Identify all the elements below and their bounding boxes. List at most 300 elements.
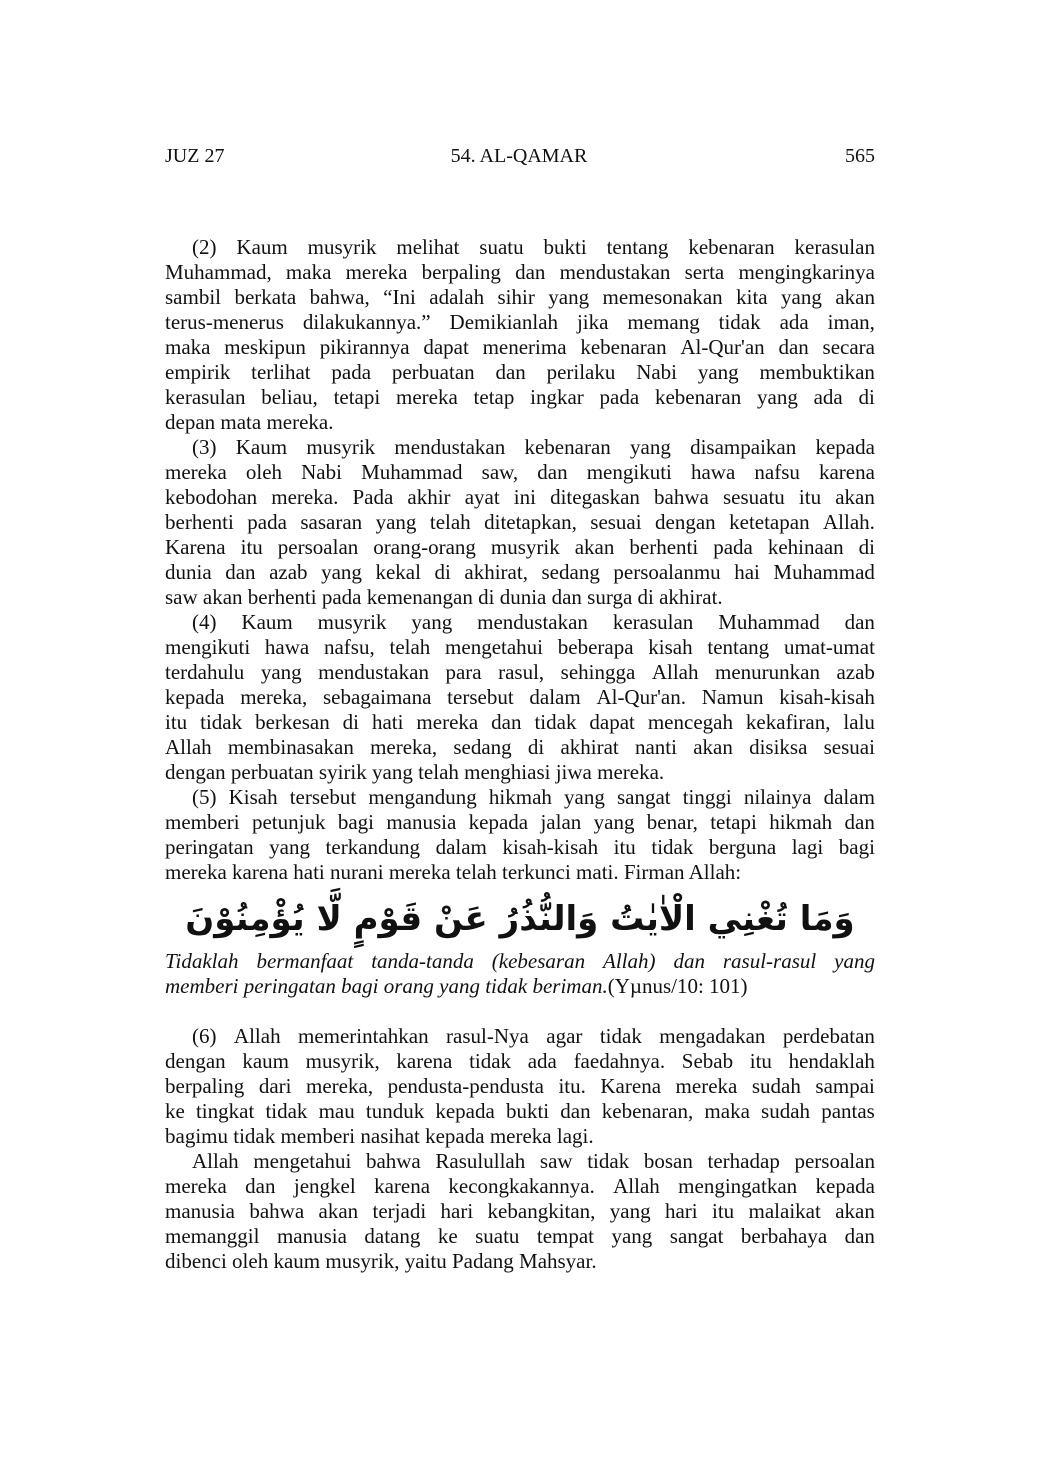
word: mengadakan xyxy=(659,1024,766,1048)
word: dapat xyxy=(423,335,469,359)
word: karena xyxy=(396,1049,453,1073)
paragraph xyxy=(165,1149,875,1274)
word: nafsu xyxy=(754,460,800,484)
word: Tidaklah xyxy=(165,949,239,973)
word: kepada xyxy=(165,685,225,709)
word: faedahnya. xyxy=(573,1049,666,1073)
word: yang xyxy=(411,610,453,634)
word: mereka xyxy=(165,1174,227,1198)
text-line xyxy=(165,435,875,460)
word: azab xyxy=(269,560,308,584)
paragraph xyxy=(165,785,875,885)
text-line xyxy=(165,485,875,510)
word: sangat xyxy=(669,1224,724,1248)
word: yang xyxy=(321,560,362,584)
word: saw xyxy=(539,1149,573,1173)
word: ketetapan xyxy=(729,510,810,534)
word: karena xyxy=(374,1174,431,1198)
word: nilainya xyxy=(743,785,812,809)
word: mengingatkan xyxy=(678,1174,798,1198)
word: akan xyxy=(835,1199,875,1223)
word: tidak xyxy=(587,1149,630,1173)
paragraph xyxy=(165,610,875,785)
word: pendusta-pendusta xyxy=(387,1074,544,1098)
word: hikmah xyxy=(769,810,833,834)
word: kita xyxy=(736,285,768,309)
word: memesonakan xyxy=(602,285,723,309)
word: suatu xyxy=(475,1224,520,1248)
word: sedang xyxy=(453,735,512,759)
word: kebangkitan, xyxy=(487,1199,596,1223)
text-line xyxy=(165,1024,875,1049)
word: hai xyxy=(734,560,760,584)
word: dan xyxy=(844,610,875,634)
word: sudah xyxy=(751,1074,801,1098)
word: kisah xyxy=(648,635,693,659)
word: hikmah xyxy=(488,785,552,809)
word: kisah-kisah xyxy=(502,835,599,859)
word: adalah xyxy=(429,285,485,309)
word: mengikuti xyxy=(586,460,672,484)
word: pada xyxy=(331,360,372,384)
word: Muhammad xyxy=(773,560,875,584)
word: kaum xyxy=(242,1049,289,1073)
word: lagi xyxy=(791,835,824,859)
verse-translation xyxy=(165,949,875,999)
word: kekal xyxy=(375,560,421,584)
text-line xyxy=(165,1049,875,1074)
word: kerasulan xyxy=(794,235,875,259)
word: dan xyxy=(778,335,809,359)
word: Al-Qur'an xyxy=(680,335,765,359)
word: musyrik xyxy=(317,610,387,634)
word: mendustakan xyxy=(318,660,429,684)
text-line xyxy=(165,235,875,260)
word: mereka, xyxy=(370,735,438,759)
word: akan xyxy=(693,735,733,759)
word: dan xyxy=(673,949,705,973)
word: agar xyxy=(546,1024,583,1048)
word: bosan xyxy=(643,1149,693,1173)
word: itu xyxy=(165,710,188,734)
word: yang xyxy=(781,285,822,309)
word: jengkel xyxy=(293,1174,356,1198)
running-header-juz: JUZ 27 xyxy=(165,145,225,167)
word: bahwa xyxy=(654,485,709,509)
word: Nabi xyxy=(636,360,678,384)
commentary-after xyxy=(165,1024,875,1274)
word: berpaling xyxy=(165,1074,245,1098)
word: kebenaran xyxy=(654,385,742,409)
word: mereka, xyxy=(240,685,308,709)
word: mendustakan xyxy=(559,260,671,284)
word: dan xyxy=(844,1224,875,1248)
word: dan xyxy=(495,360,526,384)
word: Karena xyxy=(165,535,226,559)
word: kisah-kisah xyxy=(779,685,875,709)
word: para xyxy=(445,660,482,684)
word: musyrik xyxy=(307,235,377,259)
word: berguna xyxy=(708,835,777,859)
word: kebodohan xyxy=(165,485,258,509)
word: sesuatu xyxy=(722,485,785,509)
word: terus-menerus xyxy=(165,310,284,334)
word: kepada xyxy=(435,1099,495,1123)
word: kebenaran xyxy=(524,435,611,459)
word: rasul-Nya xyxy=(446,1024,529,1048)
word: ayat xyxy=(464,485,500,509)
word: pikirannya xyxy=(319,335,410,359)
word: kekafiran, xyxy=(745,710,831,734)
word: Demikianlah xyxy=(449,310,559,334)
word: mereka xyxy=(416,710,479,734)
word: perdebatan xyxy=(782,1024,875,1048)
word: itu xyxy=(240,535,263,559)
running-header-surah: 54. AL-QAMAR xyxy=(450,145,588,167)
word: mereka xyxy=(345,260,408,284)
word: akhirat xyxy=(560,735,619,759)
word: sesuai xyxy=(590,510,642,534)
word: jalan xyxy=(540,810,582,834)
word: akan xyxy=(835,485,875,509)
word: pada xyxy=(599,385,640,409)
word: Allah xyxy=(192,1149,239,1173)
text-line xyxy=(165,835,875,860)
word: dan xyxy=(515,260,546,284)
word: musyrik xyxy=(306,435,376,459)
word: di xyxy=(858,535,875,559)
word: berkesan xyxy=(255,710,330,734)
word: memberi xyxy=(165,810,240,834)
word: bahwa xyxy=(249,1199,305,1223)
word: mendustakan xyxy=(477,610,588,634)
word: sehingga xyxy=(560,660,636,684)
word: Allah xyxy=(651,660,699,684)
word: beberapa xyxy=(557,635,634,659)
translation-line xyxy=(165,974,875,999)
word: yang xyxy=(609,1199,651,1223)
text-line: dibenci oleh kaum musyrik, yaitu Padang Mahsyar. xyxy=(165,1249,597,1273)
word: berbahaya xyxy=(740,1224,828,1248)
word: meskipun xyxy=(224,335,306,359)
word: terkandung xyxy=(325,835,421,859)
word: dapat xyxy=(589,710,635,734)
word: dan xyxy=(844,810,875,834)
word: persoalanmu xyxy=(613,560,721,584)
text-line xyxy=(165,710,875,735)
word: yang xyxy=(375,510,417,534)
word: dengan xyxy=(655,510,716,534)
word: Pada xyxy=(352,485,394,509)
text-line xyxy=(165,635,875,660)
word: ke xyxy=(165,1099,185,1123)
word: terjadi xyxy=(372,1199,427,1223)
word: yang xyxy=(757,385,798,409)
text-line xyxy=(165,360,875,385)
word: ingkar xyxy=(530,385,584,409)
word: tentang xyxy=(707,635,770,659)
word: itu xyxy=(749,1049,772,1073)
word: tingkat xyxy=(195,1099,255,1123)
text-line: mereka karena hati nurani mereka telah terkunci mati. Firman Allah: xyxy=(165,860,742,884)
word: membuktikan xyxy=(759,360,875,384)
word: suatu xyxy=(479,235,524,259)
word: kecongkakannya. xyxy=(448,1174,595,1198)
word: lalu xyxy=(843,710,875,734)
word: tidak xyxy=(651,835,694,859)
word: akan xyxy=(835,285,875,309)
word: dalam xyxy=(435,835,487,859)
word: sebagaimana xyxy=(322,685,432,709)
text-line xyxy=(165,260,875,285)
word: mengikuti xyxy=(165,635,251,659)
word: sampai xyxy=(815,1074,875,1098)
text-line xyxy=(165,460,875,485)
word: mencegah xyxy=(647,710,733,734)
word: Muhammad xyxy=(718,610,820,634)
word: yang xyxy=(834,949,875,973)
word: melihat xyxy=(396,235,460,259)
word: yang xyxy=(611,1224,653,1248)
word: yang xyxy=(548,285,590,309)
word: kepada xyxy=(815,1174,875,1198)
word: hati xyxy=(371,710,404,734)
word: Kisah xyxy=(228,785,278,809)
word: nafsu, xyxy=(323,635,375,659)
text-line: saw akan berhenti pada kemenangan di dunia dan surga di akhirat. xyxy=(165,585,723,609)
word: musyrik xyxy=(490,535,560,559)
word: dalam xyxy=(823,785,875,809)
word: dengan xyxy=(165,1049,226,1073)
word: memang xyxy=(627,310,700,334)
word: Muhammad xyxy=(361,460,463,484)
word: perbuatan xyxy=(391,360,475,384)
text-line xyxy=(165,1174,875,1199)
word: manusia xyxy=(165,1199,235,1223)
word: telah xyxy=(389,635,431,659)
word: musyrik, xyxy=(305,1049,380,1073)
word: sangat xyxy=(616,785,671,809)
word: rasul, xyxy=(498,660,545,684)
word: ada xyxy=(813,385,843,409)
word: benar, xyxy=(646,810,698,834)
word: “Ini xyxy=(383,285,416,309)
word: dan xyxy=(245,1174,276,1198)
word: akan xyxy=(318,1199,359,1223)
word: Sebab xyxy=(681,1049,734,1073)
text-line xyxy=(165,1099,875,1124)
word: maka xyxy=(285,260,332,284)
word: nanti xyxy=(634,735,677,759)
word: ada xyxy=(527,1049,557,1073)
word: pada xyxy=(247,510,287,534)
word: mereka. xyxy=(271,485,339,509)
word: malaikat xyxy=(748,1199,821,1223)
word: sesuai xyxy=(823,735,875,759)
word: sambil xyxy=(165,285,221,309)
word: datang xyxy=(364,1224,421,1248)
text-line xyxy=(165,285,875,310)
word: akhir xyxy=(407,485,451,509)
translation-line xyxy=(165,949,875,974)
word: Allah xyxy=(613,1174,660,1198)
word: (2) xyxy=(192,235,217,259)
word: dan xyxy=(537,460,568,484)
word: berkata xyxy=(234,285,297,309)
word: dilakukannya.” xyxy=(302,310,431,334)
word: Kaum xyxy=(236,235,288,259)
word: mengingkarinya xyxy=(738,260,875,284)
word: menurunkan xyxy=(714,660,820,684)
word: sihir xyxy=(497,285,535,309)
word: pada xyxy=(713,535,753,559)
word: persoalan xyxy=(794,1149,875,1173)
page-number: 565 xyxy=(845,145,875,167)
word: disampaikan xyxy=(690,435,797,459)
text-line xyxy=(165,335,875,360)
word: azab xyxy=(836,660,875,684)
word: di xyxy=(434,560,451,584)
word: persoalan xyxy=(277,535,359,559)
paragraph xyxy=(165,435,875,610)
text-line xyxy=(165,810,875,835)
word: membinasakan xyxy=(227,735,354,759)
word: ditetapkan, xyxy=(484,510,577,534)
word: mereka xyxy=(395,385,458,409)
word: Kaum xyxy=(235,435,288,459)
word: hari xyxy=(440,1199,474,1223)
word: yang xyxy=(697,360,739,384)
word: kebenaran xyxy=(688,235,775,259)
word: Kaum xyxy=(241,610,293,634)
word: beliau, xyxy=(261,385,318,409)
word: di xyxy=(858,385,875,409)
word: bukti xyxy=(543,235,587,259)
word: berhenti xyxy=(629,535,699,559)
word: tempat xyxy=(536,1224,595,1248)
word: kebenaran, xyxy=(601,1099,694,1123)
word: (5) xyxy=(192,785,217,809)
word: dan xyxy=(225,560,256,584)
word: berhenti xyxy=(165,510,234,534)
word: iman, xyxy=(827,310,875,334)
word: tidak xyxy=(469,1049,512,1073)
word: tanda-tanda xyxy=(371,949,474,973)
word: mengetahui xyxy=(445,635,544,659)
word: Allah xyxy=(233,1024,281,1048)
word: secara xyxy=(822,335,875,359)
word: tetap xyxy=(473,385,515,409)
word: tidak xyxy=(718,310,761,334)
word: mereka xyxy=(675,1074,738,1098)
word: yang xyxy=(593,810,635,834)
word: Allah) xyxy=(603,949,656,973)
word: tunduk xyxy=(365,1099,425,1123)
word: oleh xyxy=(245,460,283,484)
word: (3) xyxy=(192,435,217,459)
word: bahwa, xyxy=(309,285,370,309)
word: bahwa xyxy=(365,1149,421,1173)
word: (kebesaran xyxy=(491,949,586,973)
word: tidak xyxy=(599,1024,642,1048)
text-line xyxy=(165,1149,875,1174)
word: yang xyxy=(269,835,310,859)
word: bagi xyxy=(838,835,875,859)
text-line xyxy=(165,560,875,585)
text-line xyxy=(165,660,875,685)
word: Namun xyxy=(701,685,764,709)
text-line xyxy=(165,1074,875,1099)
word: empirik xyxy=(165,360,231,384)
word: di xyxy=(342,710,360,734)
text-line xyxy=(165,510,875,535)
word: karena xyxy=(818,460,875,484)
word: menerima xyxy=(482,335,567,359)
arabic-verse: وَمَا تُغْنِي الْاٰيٰتُ وَالنُّذُرُ عَنْ قَوْمٍ لَّا يُؤْمِنُوْنَ xyxy=(185,899,855,939)
word: itu xyxy=(613,835,636,859)
text-line xyxy=(165,1199,875,1224)
verse-reference: (Yµnus/10: 101) xyxy=(607,974,748,998)
word: Nabi xyxy=(301,460,342,484)
text-line xyxy=(165,535,875,560)
word: telah xyxy=(429,510,471,534)
word: itu xyxy=(712,1199,735,1223)
word: manusia xyxy=(386,810,457,834)
word: kepada xyxy=(468,810,529,834)
word: tidak xyxy=(534,710,577,734)
word: sudah xyxy=(761,1099,811,1123)
word: ini xyxy=(513,485,536,509)
word: bukti xyxy=(505,1099,550,1123)
word: manusia xyxy=(276,1224,347,1248)
word: ditegaskan xyxy=(550,485,640,509)
word: itu xyxy=(798,485,822,509)
word: saw, xyxy=(481,460,519,484)
word: orang-orang xyxy=(373,535,476,559)
word: sedang xyxy=(541,560,600,584)
word: tidak xyxy=(265,1099,308,1123)
word: mendustakan xyxy=(394,435,506,459)
word: Karena xyxy=(600,1074,662,1098)
word: jika xyxy=(576,310,609,334)
word: yang xyxy=(564,785,605,809)
word: akan xyxy=(574,535,615,559)
word: serta xyxy=(684,260,725,284)
text-line xyxy=(165,610,875,635)
text-line xyxy=(165,785,875,810)
word: dunia xyxy=(165,560,212,584)
word: petunjuk xyxy=(251,810,326,834)
word: kebenaran xyxy=(580,335,667,359)
word: Allah xyxy=(165,735,212,759)
word: umat-umat xyxy=(783,635,875,659)
word: tersebut xyxy=(289,785,357,809)
word: sasaran xyxy=(300,510,363,534)
word: (6) xyxy=(192,1024,217,1048)
word: di xyxy=(527,735,545,759)
word: kerasulan xyxy=(612,610,694,634)
word: terlihat xyxy=(251,360,311,384)
word: kepada xyxy=(815,435,875,459)
text-line xyxy=(165,385,875,410)
word: dari xyxy=(258,1074,292,1098)
word: kerasulan xyxy=(165,385,246,409)
word: Al-Qur'an. xyxy=(596,685,686,709)
text-line xyxy=(165,1224,875,1249)
word: peringatan xyxy=(165,835,254,859)
text-line: depan mata mereka. xyxy=(165,410,334,434)
word: tersebut xyxy=(447,685,514,709)
